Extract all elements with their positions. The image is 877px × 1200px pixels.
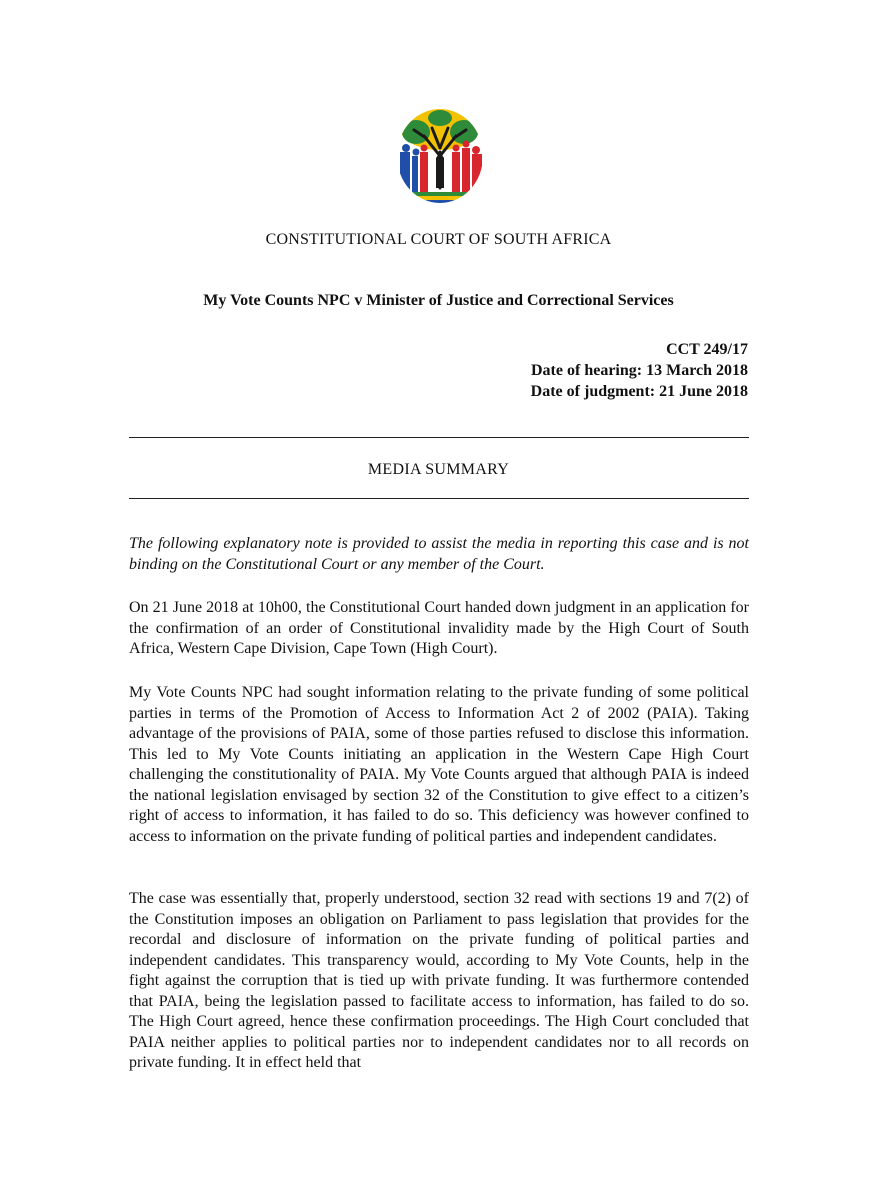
summary-paragraph-1: On 21 June 2018 at 10h00, the Constitutional Court handed down judgment in an application for the confirmation of an order of Constitutional invalidity made by the High Court of South Africa, Western Cape Division, Cape Town (High Court).: [129, 599, 749, 657]
judgment-date: Date of judgment: 21 June 2018: [530, 383, 748, 400]
court-name: CONSTITUTIONAL COURT OF SOUTH AFRICA: [265, 231, 612, 248]
divider-bottom: [129, 498, 749, 499]
summary-paragraph-2: My Vote Counts NPC had sought information relating to the private funding of some political parties in terms of the Promotion of Access to Information Act 2 of 2002 (PAIA). Taking advantage of the provisions of PAIA, some of those parties refused to disclose this information. This led to My Vote Counts initiating an application in the Western Cape High Court challenging the constitutionality of PAIA. My Vote Counts argued that although PAIA is indeed the national legislation envisaged by section 32 of the Constitution to give effect to a citizen’s right of access to information, it has failed to do so. This deficiency was however confined to access to information on the private funding of political parties and independent candidates.: [129, 684, 749, 845]
hearing-date: Date of hearing: 13 March 2018: [531, 362, 748, 379]
case-title: My Vote Counts NPC v Minister of Justice and Correctional Services: [203, 292, 674, 309]
explanatory-note: The following explanatory note is provided to assist the media in reporting this case and is not binding on the Constitutional Court or any member of the Court.: [129, 535, 749, 573]
divider-top: [129, 437, 749, 438]
case-meta: [531, 339, 748, 402]
media-summary-heading: MEDIA SUMMARY: [367, 461, 510, 478]
summary-paragraph-3: The case was essentially that, properly understood, section 32 read with sections 19 and 7(2) of the Constitution imposes an obligation on Parliament to pass legislation that provides for the recordal and disclosure of information on the private funding of political parties and independent candidates. This transparency would, according to My Vote Counts, help in the fight against the corruption that is tied up with private funding. It was furthermore contended that PAIA, being the legislation passed to facilitate access to information, has failed to do so. The High Court agreed, hence these confirmation proceedings. The High Court concluded that PAIA neither applies to political parties nor to independent candidates nor to all records on private funding. It in effect held that: [129, 890, 749, 1071]
case-number: CCT 249/17: [666, 341, 748, 358]
constitutional-court-tree-logo-icon: [396, 108, 484, 204]
